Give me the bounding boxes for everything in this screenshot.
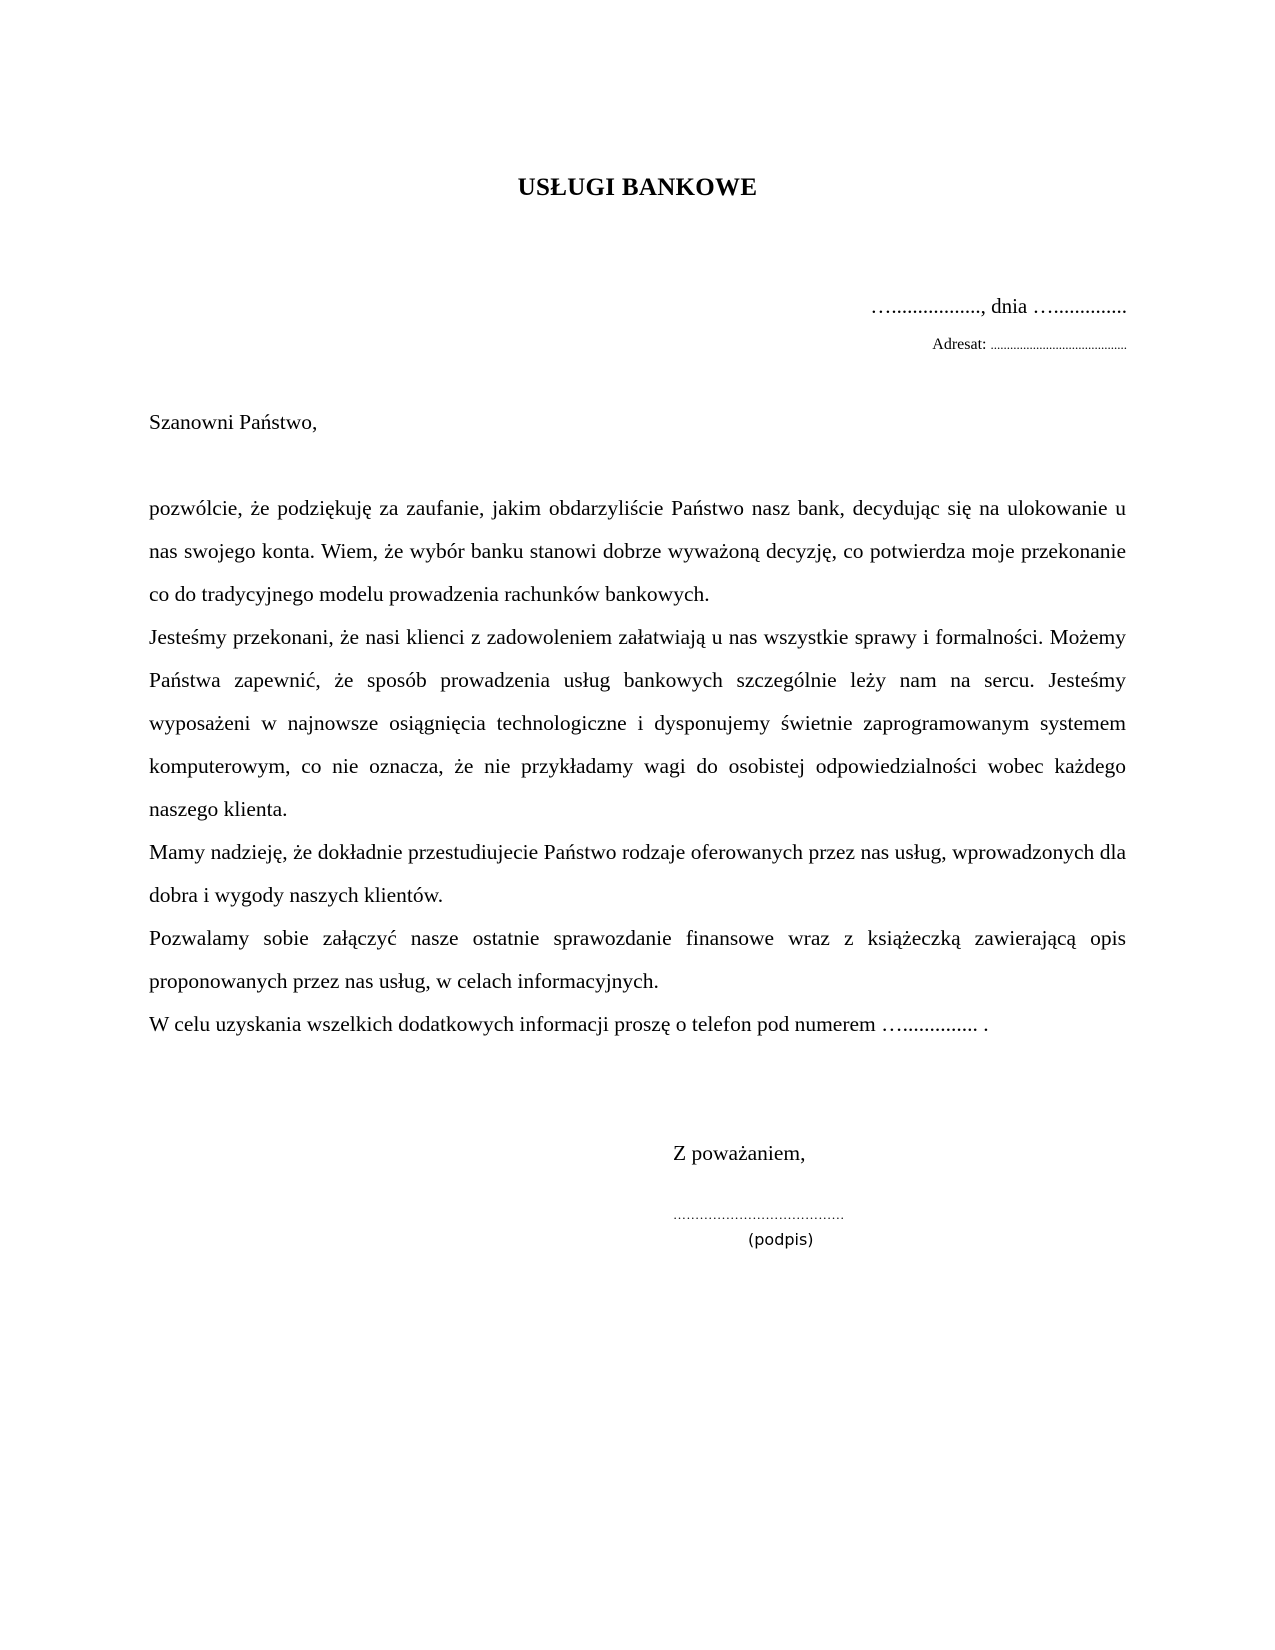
- paragraph-attachment: Pozwalamy sobie załączyć nasze ostatnie sprawozdanie finansowe wraz z książeczką zawierającą opis proponowanych przez nas usług, w celach informacyjnych.: [149, 926, 1126, 993]
- place-date-line: …................., dnia …..............: [870, 294, 1127, 318]
- addressee-line: [932, 336, 1127, 354]
- paragraph-contact: W celu uzyskania wszelkich dodatkowych informacji proszę o telefon pod numerem ….............. .: [149, 1012, 989, 1036]
- document-title: USŁUGI BANKOWE: [517, 174, 758, 201]
- paragraph-thanks: pozwólcie, że podziękuję za zaufanie, jakim obdarzyliście Państwo nasz bank, decydując się na ulokowanie u nas swojego konta. Wiem, że wybór banku stanowi dobrze wyważoną decyzję, co potwierdza moje przekonanie co do tradycyjnego modelu prowadzenia rachunków bankowych.: [149, 496, 1126, 606]
- addressee-dots: ..........................................: [990, 337, 1127, 352]
- paragraph-assurance: Jesteśmy przekonani, że nasi klienci z zadowoleniem załatwiają u nas wszystkie sprawy i formalności. Możemy Państwa zapewnić, że sposób prowadzenia usług bankowych szczególnie leży nam na sercu. Jesteśmy wyposażeni w najnowsze osiągnięcia technologiczne i dysponujemy świetnie zaprogramowanym systemem komputerowym, co nie oznacza, że nie przykładamy wagi do osobistej odpowiedzialności wobec każdego naszego klienta.: [149, 625, 1126, 821]
- addressee-label: Adresat:: [932, 336, 987, 353]
- letter-body: [149, 487, 1126, 1046]
- salutation: Szanowni Państwo,: [149, 410, 318, 434]
- signature-line: …………………………………: [673, 1207, 845, 1222]
- signature-label: (podpis): [748, 1230, 814, 1249]
- paragraph-services: Mamy nadzieję, że dokładnie przestudiujecie Państwo rodzaje oferowanych przez nas usług, wprowadzonych dla dobra i wygody naszych klientów.: [149, 840, 1126, 907]
- closing: Z poważaniem,: [673, 1141, 806, 1165]
